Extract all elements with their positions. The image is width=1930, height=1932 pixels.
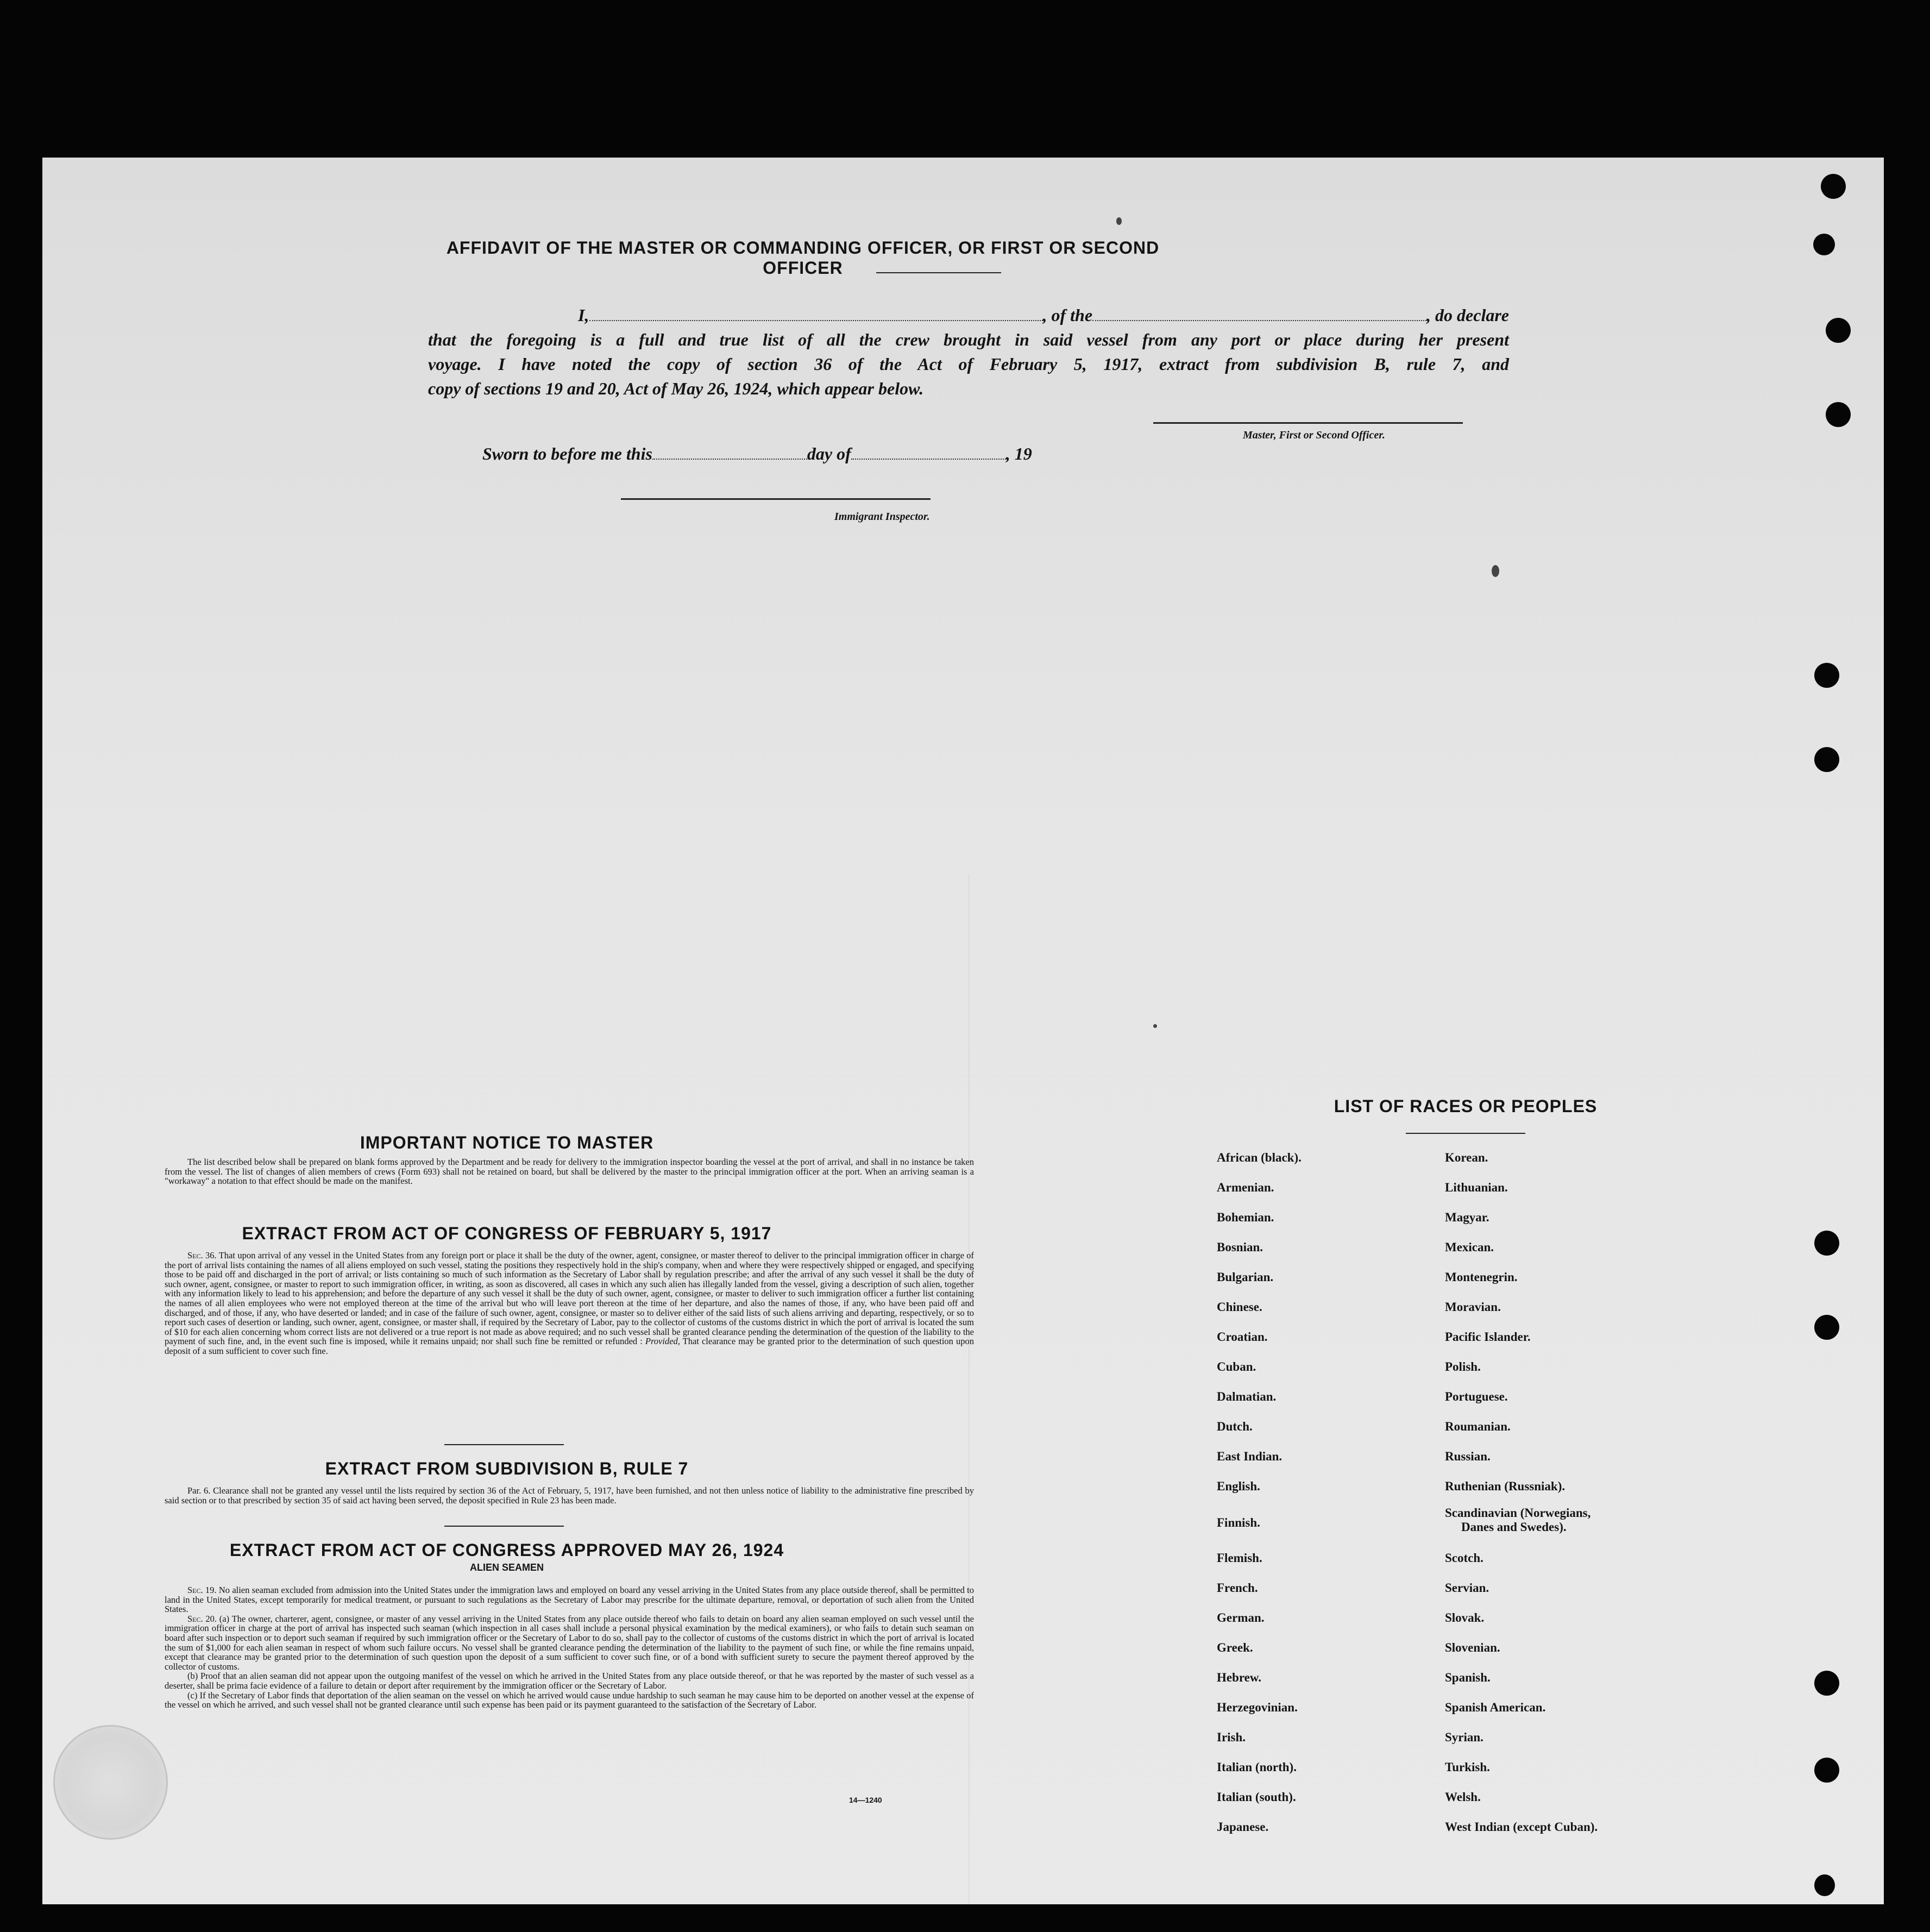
binder-hole bbox=[1814, 1671, 1839, 1696]
title-underline bbox=[876, 272, 1001, 273]
race-right: Scandinavian (Norwegians, bbox=[1445, 1506, 1591, 1520]
sec-20c: (c) If the Secretary of Labor finds that deportation of the alien seaman on the vessel on which he arrived would cause undue hardship to such seaman he may cause him to be deported on another vessel at the expense of the vessel on which he arrived, and such vessel shall not be granted clearance until such expense has been paid or its payment guaranteed to the satisfaction of the Secretary of Labor. bbox=[165, 1690, 974, 1710]
master-signature-label: Master, First or Second Officer. bbox=[1243, 429, 1385, 441]
affidavit-i: I, bbox=[578, 305, 589, 325]
extract-1924-title: EXTRACT FROM ACT OF CONGRESS APPROVED MAY 26, 1924 bbox=[229, 1540, 784, 1560]
race-right: Welsh. bbox=[1445, 1790, 1481, 1804]
race-right: Mexican. bbox=[1445, 1240, 1494, 1254]
embossed-seal bbox=[53, 1725, 168, 1840]
inspector-label: Immigrant Inspector. bbox=[834, 511, 930, 523]
affidavit-title: AFFIDAVIT OF THE MASTER OR COMMANDING OFFICER, OR FIRST OR SECOND OFFICER bbox=[446, 238, 1160, 278]
binder-hole bbox=[1814, 663, 1839, 688]
race-left: Bosnian. bbox=[1217, 1240, 1263, 1254]
race-left: Italian (north). bbox=[1217, 1760, 1297, 1774]
section-divider bbox=[444, 1526, 564, 1527]
race-right: Spanish American. bbox=[1445, 1701, 1546, 1714]
binder-hole bbox=[1814, 1758, 1839, 1783]
race-left: Japanese. bbox=[1217, 1820, 1269, 1834]
sec-19 bbox=[165, 1585, 974, 1614]
race-right: West Indian (except Cuban). bbox=[1445, 1820, 1598, 1834]
race-right: Slovenian. bbox=[1445, 1641, 1500, 1654]
affidavit-text bbox=[428, 303, 1509, 401]
master-signature-line bbox=[1153, 422, 1463, 424]
race-left: German. bbox=[1217, 1611, 1265, 1624]
form-sheet bbox=[42, 158, 1884, 1904]
inspector-signature-line bbox=[621, 498, 931, 500]
affidavit-line-2: that the foregoing is a full and true list of all the crew brought in said vessel from any port or place during her present bbox=[428, 330, 1509, 349]
notice-text: The list described below shall be prepared on blank forms approved by the Department and be ready for delivery to the immigration inspector boarding the vessel at the port of arrival, and shall in no instance be taken from the vessel. The list of changes of alien members of crews (Form 693) shall not be retained on board, but shall be delivered by the master to the principal immigration officer at the port. When an arriving seaman is a "workaway" a notation to that effect should be made on the manifest. bbox=[165, 1157, 974, 1187]
section-divider bbox=[444, 1444, 564, 1445]
race-left: Dutch. bbox=[1217, 1420, 1253, 1433]
race-right: Scotch. bbox=[1445, 1551, 1483, 1565]
binder-hole bbox=[1814, 1315, 1839, 1340]
race-right: Portuguese. bbox=[1445, 1390, 1508, 1403]
extract-1924-text bbox=[165, 1585, 974, 1710]
race-left: Armenian. bbox=[1217, 1181, 1274, 1194]
extract-1917-title: EXTRACT FROM ACT OF CONGRESS OF FEBRUARY 5, 1917 bbox=[242, 1224, 772, 1243]
vessel-field[interactable] bbox=[1092, 309, 1426, 321]
binder-hole bbox=[1813, 234, 1835, 255]
race-right: Slovak. bbox=[1445, 1611, 1485, 1624]
race-right: Syrian. bbox=[1445, 1730, 1483, 1744]
sec-20a-text: (a) The owner, charterer, agent, consignee, or master of any vessel arriving in the United States from any place outside thereof who fails to detain on board any alien seaman employed on such vessel until the immigration officer in charge at the port of arrival has inspected such seaman (which inspection in all cases shall include a personal physical examination by the medical examiners), or who fails to detain such seaman on board after such inspection or to deport such seaman if required by such immigration officer or the Secretary of Labor to do so, shall pay to the collector of customs of the customs district in which the port of arrival is located the sum of $1,000 for each alien seaman in respect of whom such failure occurs. No vessel shall be granted clearance pending the determination of the liability to the payment of such fine, or while the fine remains unpaid, except that clearance may be granted prior to the determination of such question upon the deposit of a sum sufficient to cover such fine, or of a bond with sufficient surety to secure the payment thereof approved by the collector of customs. bbox=[165, 1613, 974, 1672]
affidavit-declare: , do declare bbox=[1426, 305, 1509, 325]
speck bbox=[1116, 217, 1122, 225]
race-right: Servian. bbox=[1445, 1581, 1489, 1595]
sec-19-text: No alien seaman excluded from admission into the United States under the immigration laws and employed on board any vessel arriving in the United States from any place outside thereof, shall be permitted to land in the United States, except temporarily for medical treatment, or pursuant to such regulations as the Secretary of Labor may prescribe for the ultimate departure, removal, or deportation of such alien from the United States. bbox=[165, 1585, 975, 1615]
race-left: Cuban. bbox=[1217, 1360, 1256, 1373]
race-left: Hebrew. bbox=[1217, 1671, 1261, 1684]
sec-20-label: Sec. 20. bbox=[187, 1613, 217, 1624]
race-left: Irish. bbox=[1217, 1730, 1246, 1744]
race-right: Spanish. bbox=[1445, 1671, 1491, 1684]
race-left: English. bbox=[1217, 1479, 1260, 1493]
race-left: African (black). bbox=[1217, 1151, 1302, 1164]
race-right: Polish. bbox=[1445, 1360, 1481, 1373]
race-right: Pacific Islander. bbox=[1445, 1330, 1531, 1344]
extract-rule7-title: EXTRACT FROM SUBDIVISION B, RULE 7 bbox=[325, 1459, 689, 1478]
sec-36-label: Sec. 36. bbox=[187, 1250, 217, 1260]
speck bbox=[1153, 1024, 1157, 1028]
race-right: Ruthenian (Russniak). bbox=[1445, 1479, 1566, 1493]
name-field[interactable] bbox=[589, 309, 1043, 321]
race-left: Finnish. bbox=[1217, 1516, 1260, 1529]
race-left: French. bbox=[1217, 1581, 1258, 1595]
race-left: Herzegovinian. bbox=[1217, 1701, 1298, 1714]
binder-hole bbox=[1826, 402, 1851, 427]
race-right: Roumanian. bbox=[1445, 1420, 1511, 1433]
affidavit-line-1 bbox=[428, 303, 1509, 328]
race-left: Bulgarian. bbox=[1217, 1270, 1274, 1284]
sec-19-label: Sec. 19. bbox=[187, 1585, 217, 1595]
race-right: Danes and Swedes). bbox=[1461, 1520, 1567, 1534]
sworn-year: , 19 bbox=[1005, 444, 1032, 463]
race-right: Turkish. bbox=[1445, 1760, 1490, 1774]
binder-hole bbox=[1814, 1874, 1835, 1896]
races-title-underline bbox=[1406, 1133, 1525, 1134]
sworn-prefix: Sworn to before me this bbox=[482, 444, 652, 463]
alien-seamen-subtitle: ALIEN SEAMEN bbox=[469, 1562, 544, 1573]
sec-20a bbox=[165, 1614, 974, 1672]
affidavit-line-4: copy of sections 19 and 20, Act of May 26, 1924, which appear below. bbox=[428, 379, 924, 398]
provided-word: Provided, bbox=[645, 1336, 680, 1347]
binder-hole bbox=[1826, 318, 1851, 343]
race-right: Russian. bbox=[1445, 1450, 1491, 1463]
speck bbox=[1492, 565, 1499, 577]
race-left: Croatian. bbox=[1217, 1330, 1268, 1344]
race-left: Greek. bbox=[1217, 1641, 1253, 1654]
race-left: Bohemian. bbox=[1217, 1210, 1274, 1224]
race-right: Montenegrin. bbox=[1445, 1270, 1518, 1284]
binder-hole bbox=[1821, 174, 1846, 199]
extract-rule7-text: Par. 6. Clearance shall not be granted any vessel until the lists required by section 36 of the Act of February, 5, 1917, have been furnished, and not then unless notice of liability to the administrative fine prescribed by said section or to that prescribed by section 35 of said act having been served, the deposit specified in Rule 23 has been made. bbox=[165, 1485, 974, 1506]
race-right: Lithuanian. bbox=[1445, 1181, 1508, 1194]
sec-36-text-end: That clearance may be granted prior to the determination of such question upon deposit of a sum sufficient to cover such fine. bbox=[165, 1336, 974, 1356]
affidavit-of-the: , of the bbox=[1042, 305, 1093, 325]
race-left: East Indian. bbox=[1217, 1450, 1283, 1463]
race-left: Flemish. bbox=[1217, 1551, 1262, 1565]
race-right: Magyar. bbox=[1445, 1210, 1489, 1224]
sworn-line bbox=[482, 442, 1134, 466]
race-left: Chinese. bbox=[1217, 1300, 1262, 1314]
notice-title: IMPORTANT NOTICE TO MASTER bbox=[360, 1133, 654, 1152]
race-left: Italian (south). bbox=[1217, 1790, 1296, 1804]
race-left: Dalmatian. bbox=[1217, 1390, 1277, 1403]
sworn-day-of: day of bbox=[807, 444, 851, 463]
race-right: Korean. bbox=[1445, 1151, 1488, 1164]
race-right: Moravian. bbox=[1445, 1300, 1501, 1314]
extract-1917-text bbox=[165, 1251, 974, 1435]
form-number: 14—1240 bbox=[849, 1796, 882, 1804]
sworn-day-field[interactable] bbox=[652, 448, 807, 460]
sworn-month-field[interactable] bbox=[851, 448, 1006, 460]
sec-20b: (b) Proof that an alien seaman did not appear upon the outgoing manifest of the vessel on which he arrived in the United States from any place outside thereof, or that he was reported by the master of such vessel as a deserter, shall be prima facie evidence of a failure to detain or deport after requirement by the immigration officer or the Secretary of Labor. bbox=[165, 1671, 974, 1691]
binder-hole bbox=[1814, 747, 1839, 772]
binder-hole bbox=[1814, 1231, 1839, 1256]
affidavit-line-3: voyage. I have noted the copy of section 36 of the Act of February 5, 1917, extract from subdivision B, rule 7, and bbox=[428, 354, 1509, 374]
races-title: LIST OF RACES OR PEOPLES bbox=[1334, 1096, 1598, 1116]
sec-36-text: That upon arrival of any vessel in the United States from any foreign port or place it shall be the duty of the owner, agent, consignee, or master thereof to deliver to the principal immigration officer in charge of the port of arrival lists containing the names of all aliens employed on such vessel, stating the positions they respectively hold in the ship's company, when and where they were respectively shipped or engaged, and specifying those to be paid off and discharged in the port of arrival; or lists containing so much of such information as the Secretary of Labor shall by regulation prescribe; and after the arrival of any such vessel it shall be the duty of such owner, agent, consignee, or master to report to such immigration officer, in writing, as soon as discovered, all cases in which any such alien has illegally landed from the vessel, giving a description of such alien, together with any information likely to lead to his apprehension; and before the departure of any such vessel it shall be the duty of such owner, agent, consignee, or master to deliver to such immigration officer a further list containing the names of all alien employees who were not employed thereon at the time of the arrival but who will leave port thereon at the time of her departure, and also the names of those, if any, who have been paid off and discharged, and of those, if any, who have deserted or landed; and in case of the failure of such owner, agent, consignee, or master so to deliver either of the said lists of such aliens arriving and departing, respectively, or so to report such cases of desertion or landing, such owner, agent, consignee, or master shall, if required by the Secretary of Labor, pay to the collector of customs of the customs district in which the port of arrival is located the sum of $10 for each alien concerning whom correct lists are not delivered or a true report is not made as above required; and no such vessel shall be granted clearance pending the determination of the question of the liability to the payment of such fine, and, in the event such fine is imposed, while it remains unpaid; nor shall such fine be remitted or refunded : bbox=[165, 1250, 975, 1347]
